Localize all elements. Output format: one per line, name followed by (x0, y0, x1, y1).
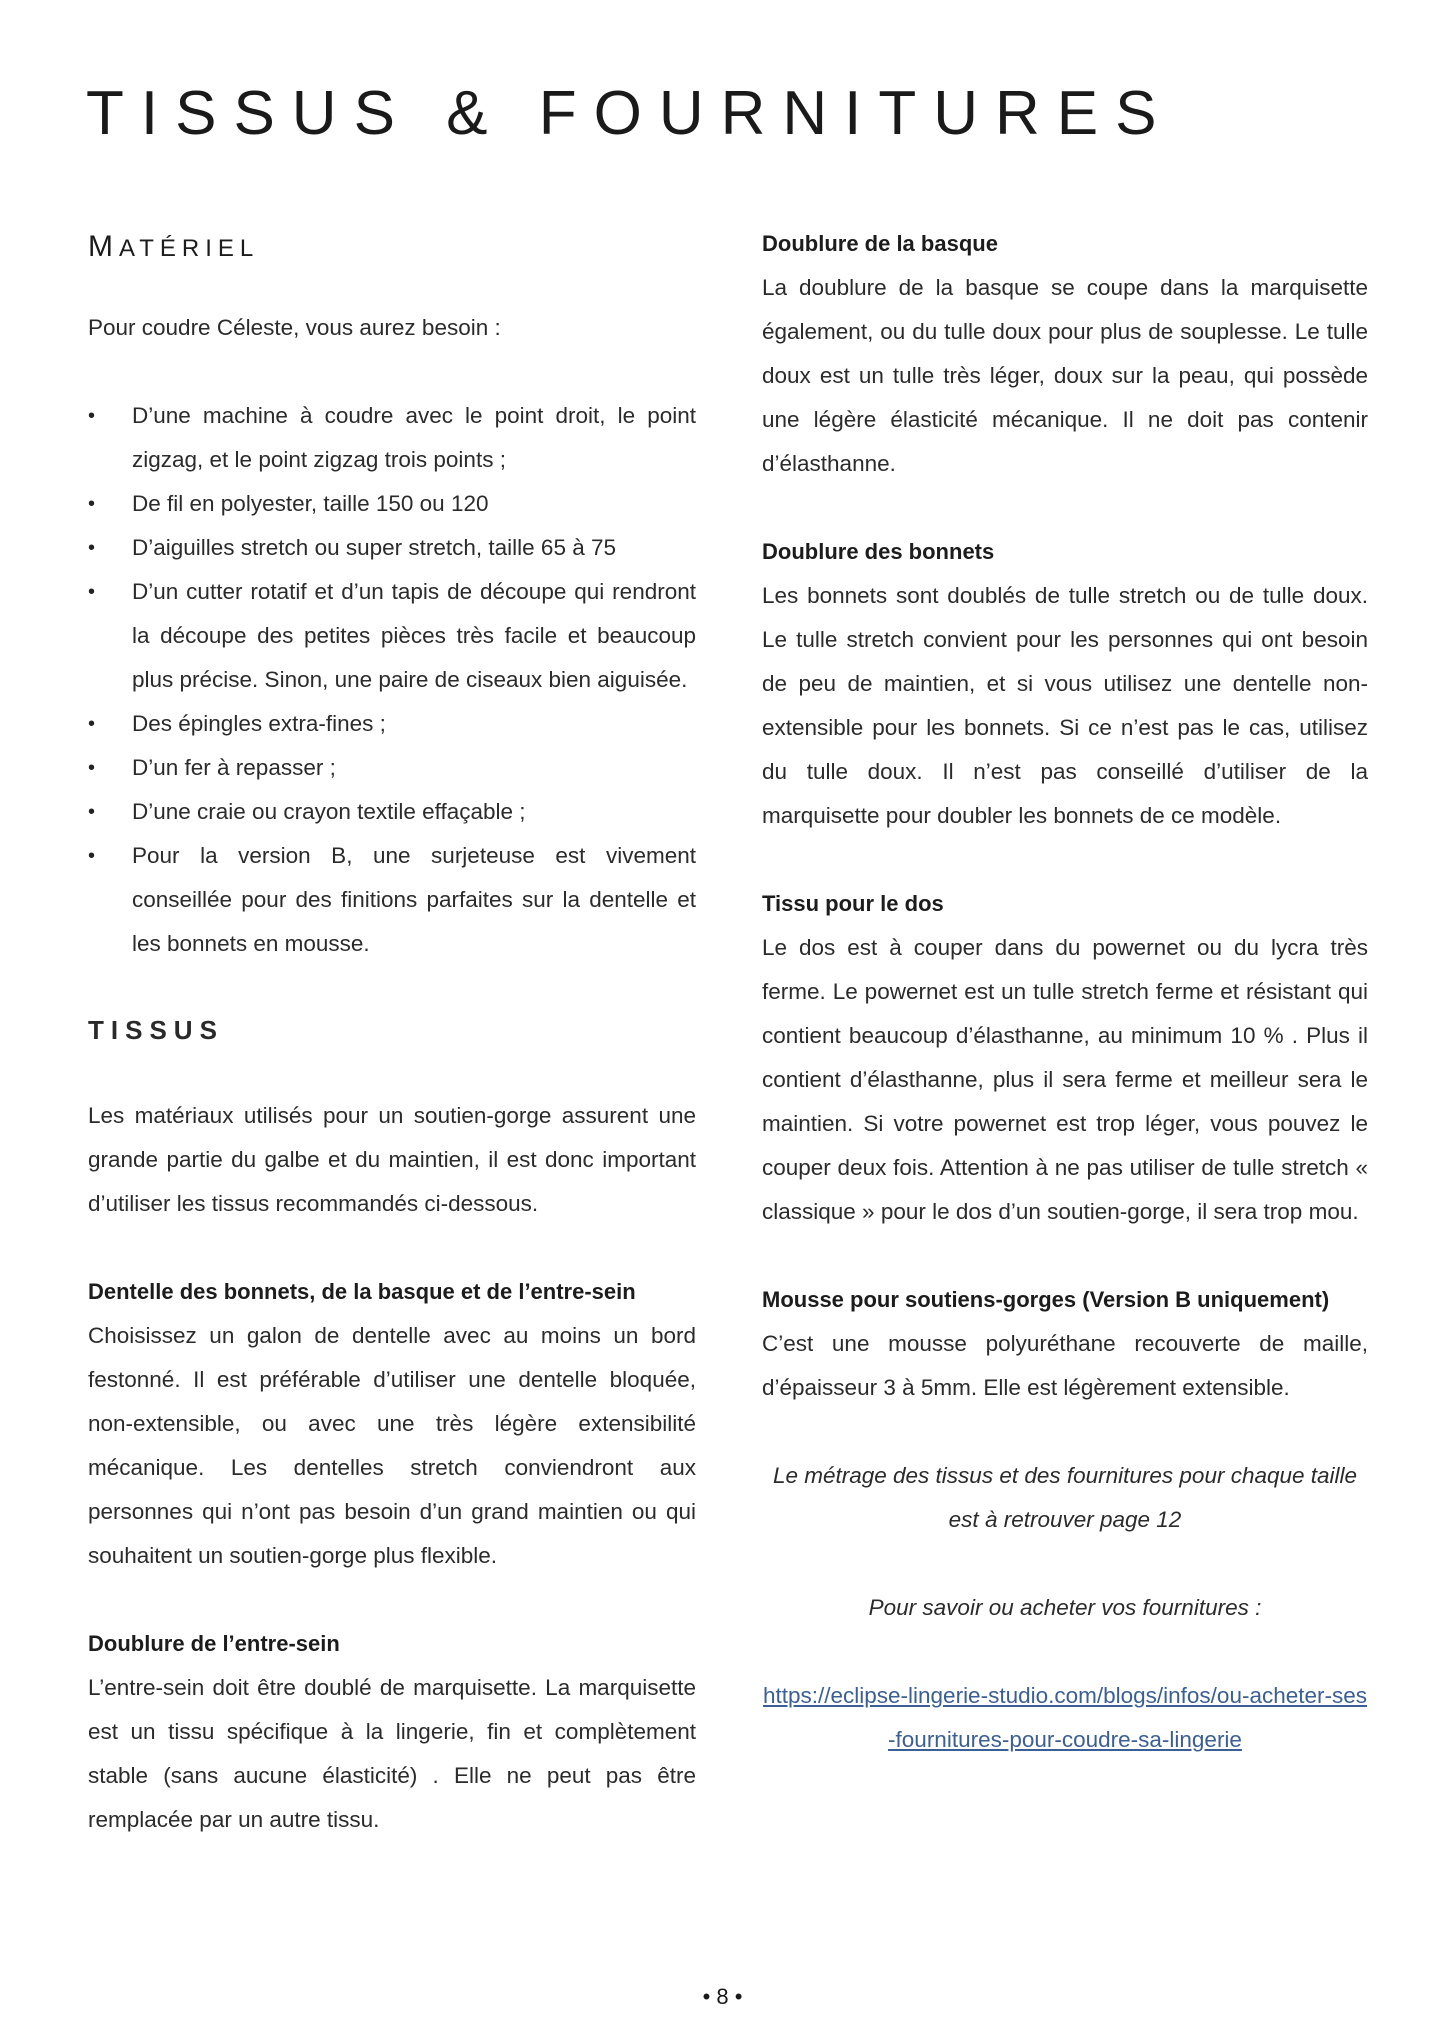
left-column (88, 222, 696, 1886)
section-title: Tissu pour le dos (762, 891, 944, 916)
bullet-icon: • (88, 713, 96, 735)
buy-note: Pour savoir ou acheter vos fournitures : (868, 1595, 1262, 1620)
section-title: Doublure des bonnets (762, 539, 995, 564)
list-item (88, 394, 696, 482)
list-item-text: De fil en polyester, taille 150 ou 120 (132, 491, 489, 516)
list-item-text: D’une machine à coudre avec le point droit, le point zigzag, et le point zigzag trois points ; (132, 403, 696, 472)
list-item (88, 834, 696, 966)
section-tissu-dos (762, 882, 1368, 1234)
materiel-heading-rest: ATÉRIEL (119, 235, 260, 262)
section-doublure-basque (762, 222, 1368, 486)
materiel-intro: Pour coudre Céleste, vous aurez besoin : (88, 315, 501, 340)
bullet-icon: • (88, 757, 96, 779)
section-title: Doublure de l’entre-sein (88, 1631, 340, 1656)
list-item-text: Des épingles extra-fines ; (132, 711, 386, 736)
list-item (88, 790, 696, 834)
section-body: Le dos est à couper dans du powernet ou du lycra très ferme. Le powernet est un tulle stretch ferme et résistant qui contient beaucoup d’élasthanne, au minimum 10 % . Plus il contient d’élasthanne, plus il sera ferme et meilleur sera le maintien. Si votre powernet est trop léger, vous pouvez le couper deux fois. Attention à ne pas utiliser de tulle stretch « classique » pour le dos d’un soutien-gorge, il sera trop mou. (762, 935, 1368, 1224)
section-mousse (762, 1278, 1368, 1410)
section-body: Choisissez un galon de dentelle avec au moins un bord festonné. Il est préférable d’utiliser une dentelle bloquée, non-extensible, ou avec une très légère extensibilité mécanique. Les dentelles stretch conviendront aux personnes qui n’ont pas besoin d’un grand maintien ou qui souhaitent un soutien-gorge plus flexible. (88, 1323, 696, 1568)
section-title: Mousse pour soutiens-gorges (Version B uniquement) (762, 1287, 1330, 1312)
supplies-link[interactable]: https://eclipse-lingerie-studio.com/blogs/infos/ou-acheter-ses-fournitures-pour-coudre-sa-lingerie (762, 1683, 1368, 1752)
list-item-text: D’une craie ou crayon textile effaçable ; (132, 799, 526, 824)
list-item-text: D’un cutter rotatif et d’un tapis de découpe qui rendront la découpe des petites pièces très facile et beaucoup plus précise. Sinon, une paire de ciseaux bien aiguisée. (132, 579, 696, 692)
materiel-heading (88, 222, 696, 274)
list-item (88, 526, 696, 570)
bullet-icon: • (88, 801, 96, 823)
list-item-text: D’aiguilles stretch ou super stretch, taille 65 à 75 (132, 535, 617, 560)
right-column (762, 222, 1368, 1762)
bullet-icon: • (88, 581, 96, 603)
section-doublure-bonnets (762, 530, 1368, 838)
page-number: • 8 • (702, 1984, 743, 2009)
list-item (88, 702, 696, 746)
materiel-list (88, 394, 696, 966)
section-dentelle (88, 1270, 696, 1578)
section-body: Les bonnets sont doublés de tulle stretch ou de tulle doux. Le tulle stretch convient pour les personnes qui ont besoin de peu de maintien, et si vous utilisez une dentelle non-extensible pour les bonnets. Si ce n’est pas le cas, utilisez du tulle doux. Il n’est pas conseillé d’utiliser de la marquisette pour doubler les bonnets de ce modèle. (762, 583, 1368, 828)
bullet-icon: • (88, 493, 96, 515)
materiel-heading-initial: M (88, 230, 119, 263)
bullet-icon: • (88, 537, 96, 559)
tissus-intro: Les matériaux utilisés pour un soutien-gorge assurent une grande partie du galbe et du maintien, il est donc important d’utiliser les tissus recommandés ci-dessous. (88, 1103, 696, 1216)
list-item-text: Pour la version B, une surjeteuse est vivement conseillée pour des finitions parfaites sur la dentelle et les bonnets en mousse. (132, 843, 696, 956)
section-doublure-entre-sein (88, 1622, 696, 1842)
page-title: TISSUS & FOURNITURES (86, 79, 1174, 148)
tissus-heading: TISSUS (88, 1015, 224, 1045)
list-item (88, 746, 696, 790)
list-item (88, 570, 696, 702)
section-title: Doublure de la basque (762, 231, 998, 256)
list-item-text: D’un fer à repasser ; (132, 755, 336, 780)
section-body: C’est une mousse polyuréthane recouverte de maille, d’épaisseur 3 à 5mm. Elle est légèrement extensible. (762, 1331, 1368, 1400)
section-body: L’entre-sein doit être doublé de marquisette. La marquisette est un tissu spécifique à la lingerie, fin et complètement stable (sans aucune élasticité) . Elle ne peut pas être remplacée par un autre tissu. (88, 1675, 696, 1832)
bullet-icon: • (88, 405, 96, 427)
list-item (88, 482, 696, 526)
metrage-note: Le métrage des tissus et des fournitures pour chaque taille est à retrouver page 12 (772, 1463, 1358, 1532)
section-title: Dentelle des bonnets, de la basque et de l’entre-sein (88, 1279, 636, 1304)
section-body: La doublure de la basque se coupe dans la marquisette également, ou du tulle doux pour plus de souplesse. Le tulle doux est un tulle très léger, doux sur la peau, qui possède une légère élasticité mécanique. Il ne doit pas contenir d’élasthanne. (762, 275, 1368, 476)
bullet-icon: • (88, 845, 96, 867)
